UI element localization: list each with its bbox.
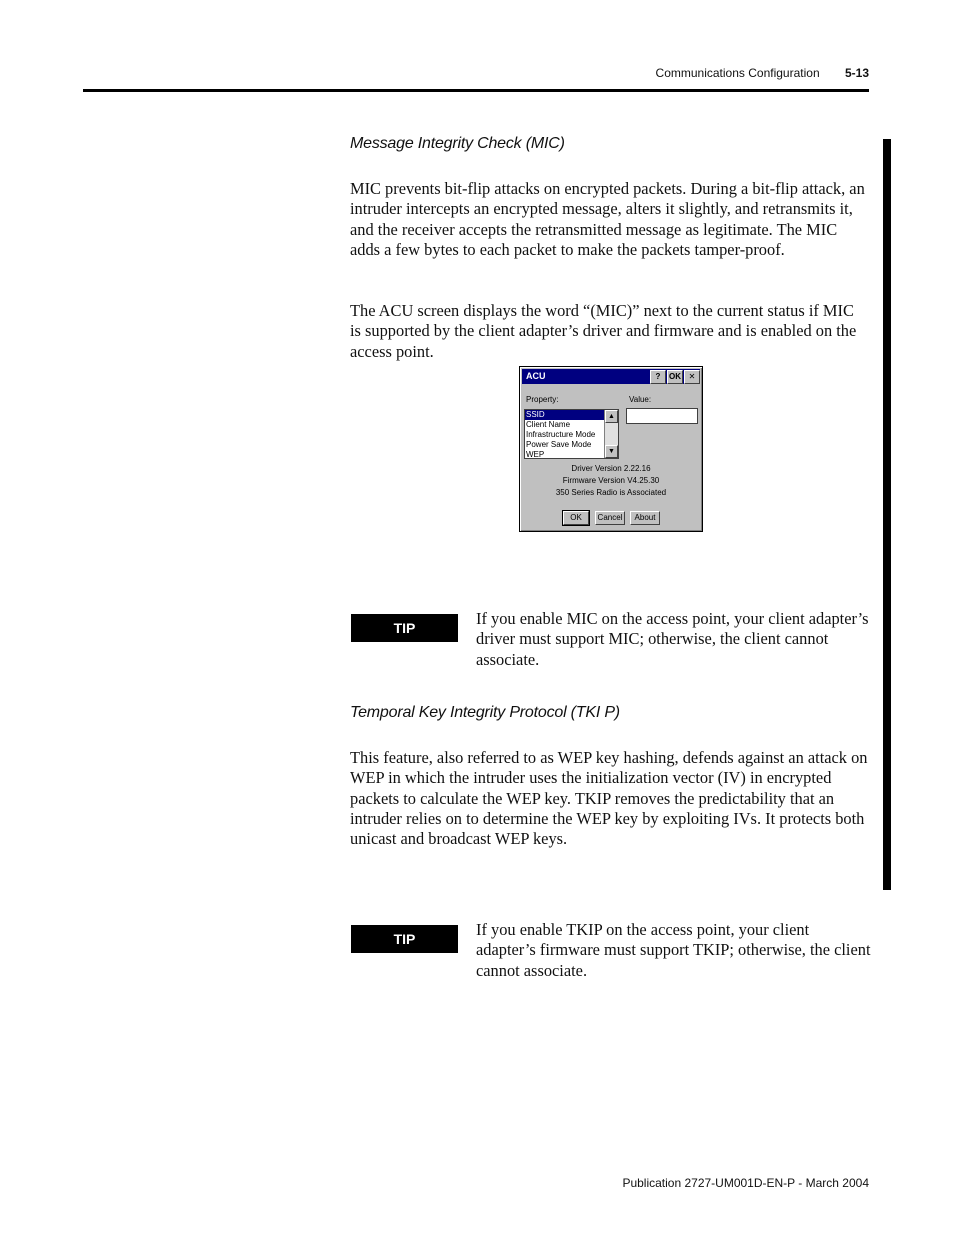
value-input[interactable] (626, 408, 698, 424)
running-header (656, 66, 869, 80)
property-item-power-save-mode[interactable]: Power Save Mode (526, 440, 592, 449)
acu-dialog (519, 366, 703, 532)
driver-version: Driver Version 2.22.16 (571, 464, 651, 473)
tkip-paragraph-1: This feature, also referred to as WEP key hashing, defends against an attack on WEP in which the intruder uses the initialization vector (IV) in encrypted packets to calculate the WEP key. TKIP removes the predictability that an intruder relies on to determine the WEP key by exploiting IVs. It protects both unicast and broadcast WEP keys. (350, 748, 868, 849)
header-rule (83, 89, 869, 92)
property-item-ssid[interactable]: SSID (525, 410, 618, 420)
property-item-client-name[interactable]: Client Name (526, 420, 571, 429)
close-icon[interactable]: ✕ (684, 370, 700, 384)
property-listbox[interactable] (524, 409, 619, 459)
firmware-version: Firmware Version V4.25.30 (562, 476, 660, 485)
mic-paragraph-1: MIC prevents bit-flip attacks on encrypted packets. During a bit-flip attack, an intruder intercepts an encrypted message, alters it slightly, and retransmits it, and the receiver accepts the retransmitted message as legitimate. The MIC adds a few bytes to each packet to make the packets tamper-proof. (350, 179, 865, 259)
about-button[interactable]: About (630, 511, 660, 525)
mic-paragraph-2: The ACU screen displays the word “(MIC)” next to the current status if MIC is supported by the client adapter’s driver and firmware and is enabled on the access point. (350, 301, 857, 361)
property-item-infrastructure-mode[interactable]: Infrastructure Mode (526, 430, 596, 439)
ok-button[interactable]: OK (563, 511, 589, 525)
help-button[interactable]: ? (650, 370, 666, 384)
property-item-wep[interactable]: WEP (526, 450, 545, 459)
header-section-title: Communications Configuration (655, 66, 820, 80)
acu-titlebar (522, 369, 700, 384)
value-label: Value: (629, 395, 652, 404)
change-bar (883, 139, 891, 890)
radio-status: 350 Series Radio is Associated (555, 488, 667, 497)
scroll-up-icon[interactable]: ▲ (605, 410, 618, 423)
acu-title: ACU (526, 371, 546, 381)
scroll-down-icon[interactable]: ▼ (605, 445, 618, 458)
cancel-button[interactable]: Cancel (595, 511, 625, 525)
tip-text-tkip: If you enable TKIP on the access point, your client adapter’s firmware must support TKIP; otherwise, the client cannot associate. (476, 920, 871, 980)
header-page-number: 5-13 (844, 66, 869, 80)
titlebar-ok-button[interactable]: OK (667, 370, 683, 384)
section-heading-tkip: Temporal Key Integrity Protocol (TKI P) (350, 704, 620, 721)
tip-label: TIP (351, 925, 458, 953)
tip-text-mic: If you enable MIC on the access point, your client adapter’s driver must support MIC; otherwise, the client cannot associate. (476, 609, 869, 669)
property-label: Property: (526, 395, 559, 404)
section-heading-mic: Message Integrity Check (MIC) (350, 135, 565, 152)
tip-label: TIP (351, 614, 458, 642)
publication-footer: Publication 2727-UM001D-EN-P - March 2004 (622, 1176, 869, 1190)
listbox-scrollbar[interactable] (604, 410, 618, 458)
